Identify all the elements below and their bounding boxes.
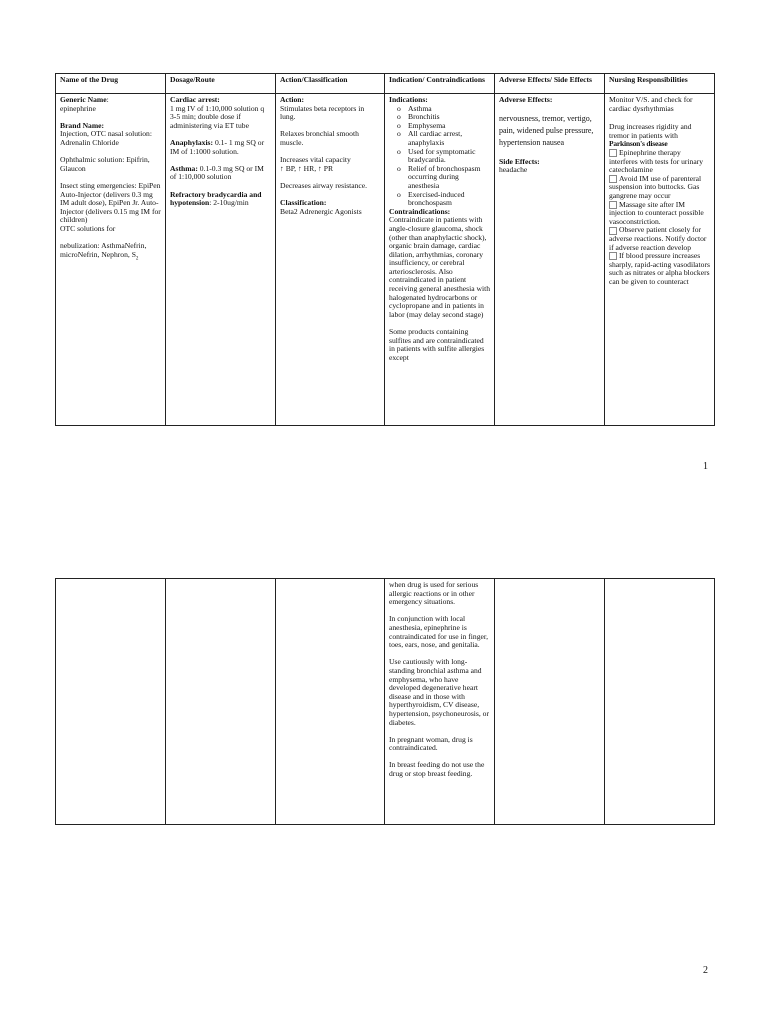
header-name-of-drug: Name of the Drug	[56, 74, 166, 94]
refractory-dose: : 2-10ug/min	[209, 198, 249, 208]
asthma-dose: 0.1-0.3 mg SQ or IM of 1:10,000 solution	[170, 163, 264, 182]
nursing-bullet: Avoid IM use of parenteral suspension into buttocks. Gas gangrene may occur	[609, 173, 702, 200]
page-number-2: 2	[703, 965, 708, 976]
header-indication-contraindications: Indication/ Contraindications	[385, 74, 495, 94]
continued-indication-cell	[385, 579, 495, 825]
empty-cell	[605, 579, 715, 825]
brand-name-label: Brand Name:	[60, 120, 105, 130]
asthma-label: Asthma:	[170, 163, 198, 173]
brand-name-block	[60, 122, 161, 148]
nursing-bullet: Epinephrine therapy interferes with tests for urinary catecholamine	[609, 147, 704, 175]
cardiac-arrest-block	[170, 96, 271, 130]
arrow-label-hr: HR,	[303, 163, 317, 173]
header-dosage-route: Dosage/Route	[166, 74, 276, 94]
continued-text-5: In breast feeding do not use the drug or stop breast feeding.	[389, 760, 485, 779]
continued-text-3: Use cautiously with long-standing bronchial asthma and emphysema, who have developed degenerative heart disease and in those with hyperthyroidism, CV disease, hypertension, psychoneurosis, or diabetes.	[389, 657, 489, 727]
up-arrow-icon: ↑	[280, 163, 284, 173]
continued-text-2: In conjunction with local anesthesia, epinephrine is contraindicated for use in finger, toes, ears, nose, and genitalia.	[389, 614, 489, 650]
header-nursing-responsibilities: Nursing Responsibilities	[605, 74, 715, 94]
nursing-text-2: Drug increases rigidity and tremor in patients with	[609, 122, 692, 140]
classification-label: Classification:	[280, 198, 327, 208]
contraindications-label: Contraindications:	[389, 206, 451, 216]
side-effects-text: headache	[499, 165, 528, 175]
generic-name-block: Generic Name: epinephrine	[60, 95, 109, 113]
header-action-classification: Action/Classification	[276, 74, 385, 94]
indications-list	[389, 105, 490, 208]
up-arrow-icon: ↑	[318, 163, 322, 173]
arrow-label-bp: BP,	[285, 163, 297, 173]
adverse-effects-label: Adverse Effects:	[499, 95, 553, 104]
action-cell	[276, 94, 385, 426]
adverse-cell	[495, 94, 605, 426]
action-text-2: Relaxes bronchial smooth muscle.	[280, 129, 359, 147]
side-effects-label: Side Effects:	[499, 156, 540, 166]
generic-name-label: Generic Name	[60, 95, 107, 104]
nursing-bullet: Observe patient closely for adverse reactions. Notify doctor if adverse reaction develop	[609, 225, 707, 252]
refractory-label: Refractory bradycardia and hypotension	[170, 189, 262, 208]
contraindications-block	[389, 208, 490, 320]
cardiac-arrest-label: Cardiac arrest:	[170, 95, 220, 104]
classification-value: Beta2 Adrenergic Agonists	[280, 206, 362, 216]
otc-text: OTC solutions for	[60, 223, 116, 233]
list-item: o Used for symptomatic bradycardia.	[397, 148, 490, 165]
page-number-1: 1	[703, 461, 708, 472]
contraindications-text-2: Some products containing sulfites and are contraindicated in patients with sulfite allergies except	[389, 327, 485, 362]
arrow-label-pr: PR	[323, 163, 334, 173]
anaphylaxis-label: Anaphylaxis:	[170, 137, 214, 147]
indications-label: Indications:	[389, 95, 428, 104]
drug-table-page-1	[55, 73, 715, 426]
ophthalmic-text: Ophthalmic solution: Epifrin, Glaucon	[60, 155, 150, 173]
action-block	[280, 96, 380, 122]
nursing-bullet: Massage site after IM injection to counteract possible vasoconstriction.	[609, 199, 704, 226]
continued-text-1: when drug is used for serious allergic reactions or in other emergency situations.	[389, 580, 479, 607]
list-item: o Bronchitis	[397, 113, 490, 122]
asthma-block	[170, 165, 271, 182]
action-label: Action:	[280, 95, 305, 104]
up-arrow-icon: ↑	[297, 163, 302, 173]
cardiac-arrest-dose: 1 mg IV of 1:10,000 solution q 3-5 min; double dose if administering via ET tube	[170, 103, 265, 130]
anaphylaxis-dose: 0.1- 1 mg SQ or IM of 1:1000 solution.	[170, 137, 265, 156]
indication-cell	[385, 94, 495, 426]
list-item: o Asthma	[397, 105, 490, 114]
action-text-1: Stimulates beta receptors in lung.	[280, 103, 365, 122]
drug-table-page-2	[55, 578, 715, 825]
empty-cell	[495, 579, 605, 825]
header-adverse-effects: Adverse Effects/ Side Effects	[495, 74, 605, 94]
continued-text-4: In pregnant woman, drug is contraindicated.	[389, 734, 473, 753]
anaphylaxis-block	[170, 139, 271, 156]
nursing-text-1: Monitor V/S. and check for cardiac dysrhythmias	[609, 95, 693, 113]
action-text-3: Increases vital capacity	[280, 155, 351, 165]
empty-cell	[56, 579, 166, 825]
insect-sting-text: Insect sting emergencies: EpiPen Auto-Injector (delivers 0.3 mg IM adult dose), EpiPen Jr. Auto-Injector (delivers 0.15 mg IM for children)	[60, 180, 161, 225]
nebulization-text: nebulization: AsthmaNefrin, microNefrin, Nephron, S	[60, 241, 147, 259]
empty-cell	[276, 579, 385, 825]
classification-block	[280, 199, 380, 216]
refractory-block	[170, 191, 271, 208]
nursing-cell	[605, 94, 715, 426]
contraindications-text-1: Contraindicate in patients with angle-closure glaucoma, shock (other than anaphylactic shock), organic brain damage, cardiac dilation, arrhythmias, coronary insufficiency, or cerebral arteriosclerosis. Also contraindicated in patient receiving general anesthesia with halogenated hydrocarbons or cyclopropane and in patients in labor (may delay second stage)	[389, 215, 490, 319]
action-text-4: Decreases airway resistance.	[280, 180, 368, 190]
list-item: o Exercised-induced bronchospasm	[397, 191, 490, 208]
brand-name-value: Injection, OTC nasal solution: Adrenalin Chloride	[60, 129, 152, 147]
list-item: o All cardiac arrest, anaphylaxis	[397, 130, 490, 147]
list-item: o Emphysema	[397, 122, 490, 131]
generic-name-value: epinephrine	[60, 103, 96, 113]
name-cell: Generic Name: epinephrine Brand Name: Injection, OTC nasal solution: Adrenalin Chloride Ophthalmic solution: Epifrin, Glaucon Insect sting emergencies: EpiPen Auto-Injector (delivers 0.3 mg IM adult dose), EpiPen Jr. Auto-Injector (delivers 0.15 mg IM for children) OTC solutions for nebulization: AsthmaNefrin, microNefrin, Nephron, $S_2$	[56, 94, 166, 426]
adverse-effects-text: nervousness, tremor, vertigo, pain, widened pulse pressure, hypertension nausea	[499, 114, 594, 148]
empty-cell	[166, 579, 276, 825]
list-item: o Relief of bronchospasm occurring during anesthesia	[397, 165, 490, 191]
vital-capacity-block	[280, 156, 380, 173]
parkinsons-text: Parkinson's disease	[609, 139, 668, 149]
dosage-cell	[166, 94, 276, 426]
nursing-bullet: If blood pressure increases sharply, rapid-acting vasodilators such as nitrates or alpha blockers can be given to counteract	[609, 251, 710, 286]
